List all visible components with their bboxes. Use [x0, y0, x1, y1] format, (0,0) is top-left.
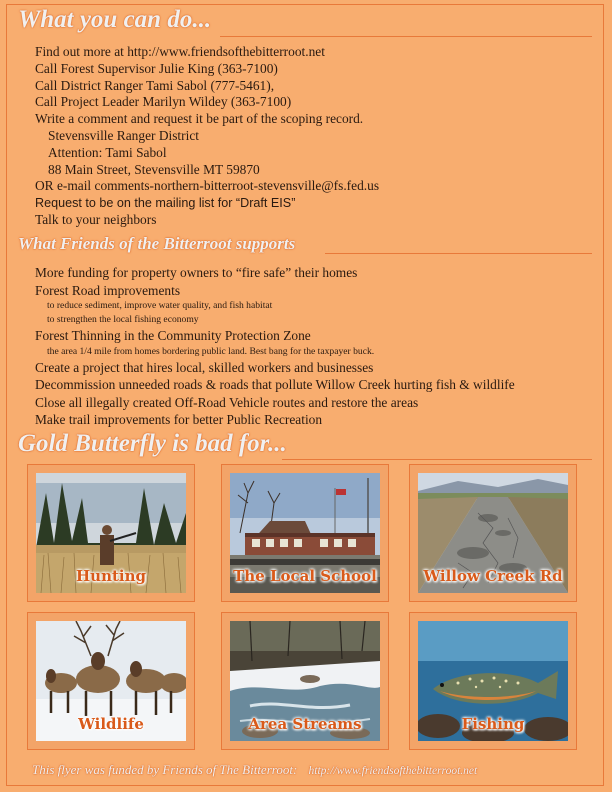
- divider: [325, 253, 592, 254]
- what-you-can-do-heading: What you can do...: [18, 6, 212, 33]
- address-line: Attention: Tami Sabol: [48, 144, 167, 160]
- footer-url[interactable]: http://www.friendsofthebitterroot.net: [308, 765, 478, 777]
- photo-tile-wildlife: [27, 612, 195, 750]
- tile-caption: Area Streams: [248, 715, 362, 733]
- list-item: Decommission unneeded roads & roads that pollute Willow Creek hurting fish & wildlife: [35, 377, 515, 392]
- footer: [32, 762, 477, 778]
- address-line: Stevensville Ranger District: [48, 127, 199, 143]
- sub-item: the area 1/4 mile from homes bordering public land. Best bang for the taxpayer buck.: [47, 345, 375, 357]
- list-item: Forest Road improvements: [35, 282, 181, 298]
- list-item: OR e-mail comments-northern-bitterroot-stevensville@fs.fed.us: [35, 178, 380, 194]
- sub-item: to reduce sediment, improve water quality, and fish habitat: [47, 300, 273, 311]
- sub-item: to strengthen the local fishing economy: [47, 314, 199, 325]
- list-item: Find out more at http://www.friendsofthebitterroot.net: [35, 44, 325, 59]
- list-item: Call District Ranger Tami Sabol (777-5461),: [35, 77, 275, 93]
- tile-caption: The Local School: [233, 567, 377, 585]
- photo-tile-fishing: [409, 612, 577, 750]
- list-item: Close all illegally created Off-Road Vehicle routes and restore the areas: [35, 394, 419, 410]
- supports-heading: What Friends of the Bitterroot supports: [18, 234, 296, 253]
- list-item: Call Project Leader Marilyn Wildey (363-7100): [35, 94, 292, 110]
- divider: [282, 459, 592, 460]
- tile-caption: Fishing: [461, 715, 525, 733]
- photo-tile-willow-creek-rd: [409, 464, 577, 602]
- photo-tile-hunting: [27, 464, 195, 602]
- tile-caption: Wildlife: [78, 715, 144, 733]
- photo-tile-school: [221, 464, 389, 602]
- divider: [220, 36, 592, 37]
- address-line: 88 Main Street, Stevensville MT 59870: [48, 161, 260, 177]
- list-item: Create a project that hires local, skilled workers and businesses: [35, 359, 374, 375]
- tile-caption: Hunting: [75, 567, 146, 585]
- footer-text: This flyer was funded by Friends of The Bitterroot:: [32, 762, 298, 777]
- tile-caption: Willow Creek Rd: [423, 567, 563, 585]
- gold-butterfly-heading: Gold Butterfly is bad for...: [18, 430, 287, 457]
- photo-tile-area-streams: [221, 612, 389, 750]
- list-item: Call Forest Supervisor Julie King (363-7100): [35, 60, 278, 76]
- action-list: [35, 44, 379, 229]
- list-item: Write a comment and request it be part of the scoping record.: [35, 111, 364, 127]
- supports-list: [35, 264, 515, 429]
- list-item: Forest Thinning in the Community Protection Zone: [35, 328, 311, 343]
- list-item: Make trail improvements for better Public Recreation: [35, 412, 323, 427]
- list-item: Request to be on the mailing list for “Draft EIS”: [35, 196, 296, 211]
- list-item: Talk to your neighbors: [35, 211, 157, 227]
- list-item: More funding for property owners to “fire safe” their homes: [35, 265, 358, 280]
